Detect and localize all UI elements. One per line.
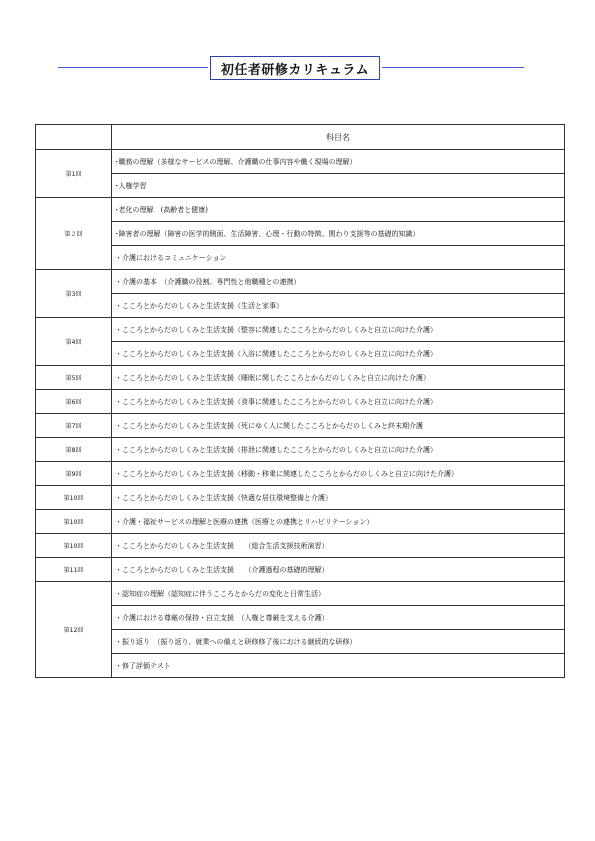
table-row xyxy=(36,438,565,462)
session-label: 第7回 xyxy=(36,414,112,438)
subject-cell: ・こころとからだのしくみと生活支援（睡眠に関したこころとからだのしくみと自立に向けた介護） xyxy=(112,366,565,390)
session-label: 第6回 xyxy=(36,390,112,414)
session-label: 第3回 xyxy=(36,270,112,318)
subject-cell: ・介護におけるコミュニケーション xyxy=(112,246,565,270)
subject-cell: ・こころとからだのしくみと生活支援（死にゆく人に関したこころとからだのしくみと終末期介護 xyxy=(112,414,565,438)
session-label: 第10回 xyxy=(36,486,112,510)
table-row xyxy=(36,174,565,198)
subject-cell: ・こころとからだのしくみと生活支援（快適な居住環境整備と介護） xyxy=(112,486,565,510)
page-title: 初任者研修カリキュラム xyxy=(210,56,380,80)
session-label: 第8回 xyxy=(36,438,112,462)
session-label: 第２回 xyxy=(36,198,112,270)
subject-cell: ・介護における尊厳の保持・自立支援 （人権と尊厳を支える介護） xyxy=(112,606,565,630)
subject-cell: ・こころとからだのしくみと生活支援（移動・移乗に関連したこころとからだのしくみと自立に向けた介護） xyxy=(112,462,565,486)
table-row xyxy=(36,654,565,678)
table-row xyxy=(36,390,565,414)
session-label: 第12回 xyxy=(36,582,112,678)
table-row xyxy=(36,582,565,606)
table-row xyxy=(36,534,565,558)
session-label: 第9回 xyxy=(36,462,112,486)
subject-cell: ・こころとからだのしくみと生活支援（生活と家事） xyxy=(112,294,565,318)
subject-cell: ・こころとからだのしくみと生活支援 （総合生活支援技術演習） xyxy=(112,534,565,558)
subject-cell: ・こころとからだのしくみと生活支援 （介護過程の基礎的理解） xyxy=(112,558,565,582)
session-label: 第4回 xyxy=(36,318,112,366)
subject-cell: ・こころとからだのしくみと生活支援（排泄に関連したこころとからだのしくみと自立に向けた介護） xyxy=(112,438,565,462)
session-label: 第11回 xyxy=(36,558,112,582)
table-row xyxy=(36,558,565,582)
subject-cell: ・介護・福祉サービスの理解と医療の連携（医療との連携とリハビリテーション） xyxy=(112,510,565,534)
curriculum-table xyxy=(35,124,565,678)
table-header-row xyxy=(36,125,565,150)
session-label: 第10回 xyxy=(36,534,112,558)
curriculum-body xyxy=(36,150,565,678)
table-row xyxy=(36,294,565,318)
table-row xyxy=(36,462,565,486)
header-session xyxy=(36,125,112,150)
subject-cell: ・介護の基本 （介護職の役割、専門性と他職種との連携） xyxy=(112,270,565,294)
table-row xyxy=(36,414,565,438)
table-row xyxy=(36,630,565,654)
table-row xyxy=(36,222,565,246)
subject-cell: ･職務の理解（多様なサービスの理解、介護職の仕事内容や働く現場の理解） xyxy=(112,150,565,174)
subject-cell: ･老化の理解 (高齢者と健康) xyxy=(112,198,565,222)
title-rule-left xyxy=(58,67,208,68)
subject-cell: ・振り返り （振り返り、就業への備えと研修修了後における継続的な研修） xyxy=(112,630,565,654)
session-label: 第5回 xyxy=(36,366,112,390)
table-row xyxy=(36,198,565,222)
header-subject: 科目名 xyxy=(112,125,565,150)
table-row xyxy=(36,150,565,174)
subject-cell: ・認知症の理解（認知症に伴うこころとからだの変化と日常生活） xyxy=(112,582,565,606)
session-label: 第10回 xyxy=(36,510,112,534)
session-label: 第1回 xyxy=(36,150,112,198)
table-row xyxy=(36,606,565,630)
title-rule-right xyxy=(382,67,524,68)
subject-cell: ・こころとからだのしくみと生活支援（食事に関連したこころとからだのしくみと自立に向けた介護） xyxy=(112,390,565,414)
table-row xyxy=(36,366,565,390)
subject-cell: ･人権学習 xyxy=(112,174,565,198)
table-row xyxy=(36,270,565,294)
subject-cell: ・こころとからだのしくみと生活支援（入浴に関連したこころとからだのしくみと自立に向けた介護） xyxy=(112,342,565,366)
subject-cell: ･障害者の理解（障害の医学的側面、生活障害、心理・行動の特徴、関わり支援等の基礎的知識） xyxy=(112,222,565,246)
table-row xyxy=(36,486,565,510)
table-row xyxy=(36,510,565,534)
table-row xyxy=(36,342,565,366)
table-row xyxy=(36,246,565,270)
table-row xyxy=(36,318,565,342)
subject-cell: ・修了評価テスト xyxy=(112,654,565,678)
subject-cell: ・こころとからだのしくみと生活支援（整容に関連したこころとからだのしくみと自立に向けた介護） xyxy=(112,318,565,342)
